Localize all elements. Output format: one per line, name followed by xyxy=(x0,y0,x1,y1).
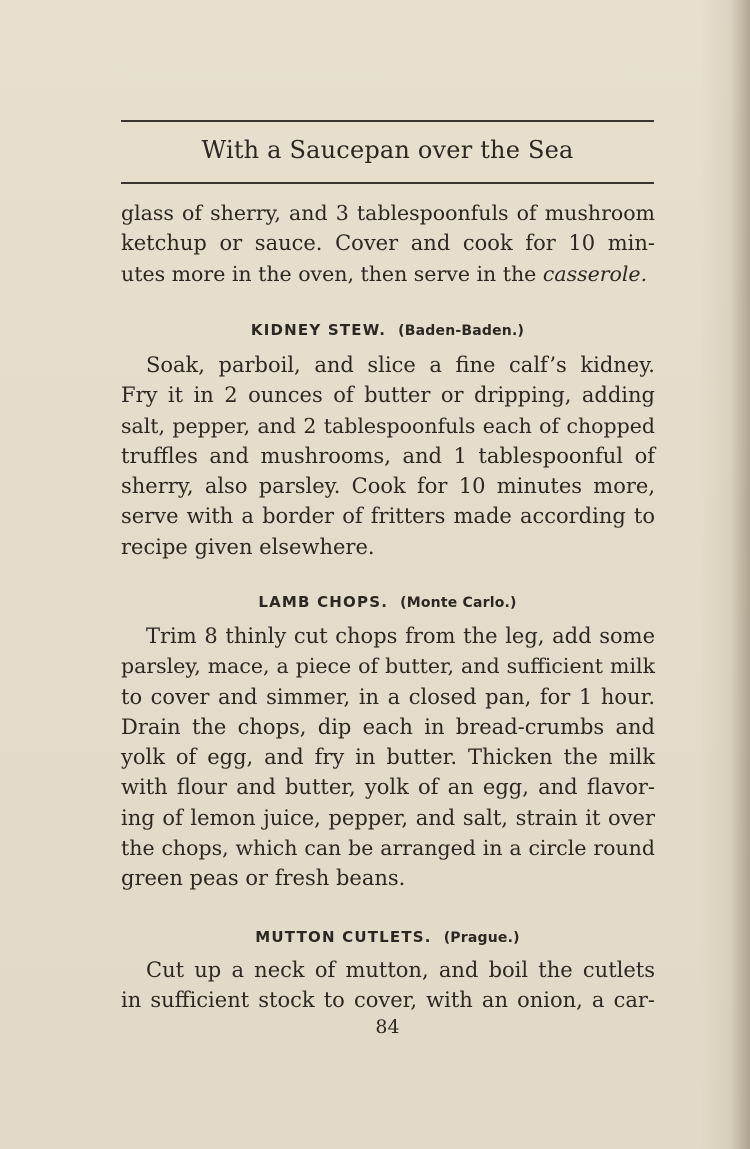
header-top-rule xyxy=(121,120,654,122)
text-line: in sufficient stock to cover, with an onion, a car- xyxy=(121,988,655,1013)
recipe-title: LAMB CHOPS. xyxy=(258,593,389,611)
page-number: 84 xyxy=(375,1016,400,1038)
text-line: glass of sherry, and 3 tablespoonfuls of mushroom xyxy=(121,201,655,225)
text-line: with flour and butter, yolk of an egg, and flavor- xyxy=(121,775,655,800)
italic-word: casserole. xyxy=(542,261,648,286)
recipe-place: (Baden-Baden.) xyxy=(398,323,525,339)
text-line xyxy=(121,259,655,289)
recipe-heading xyxy=(121,593,654,611)
recipe-place: (Monte Carlo.) xyxy=(400,595,517,611)
text-line: parsley, mace, a piece of butter, and sufficient milk xyxy=(121,654,655,679)
text-line: green peas or fresh beans. xyxy=(121,866,406,891)
intro-paragraph xyxy=(121,198,655,289)
text-line: Cut up a neck of mutton, and boil the cutlets xyxy=(146,958,655,982)
text-line: truffles and mushrooms, and 1 tablespoonful of xyxy=(121,443,655,468)
recipe-title: MUTTON CUTLETS. xyxy=(255,928,432,946)
recipe-paragraph xyxy=(121,621,655,894)
text-line: Trim 8 thinly cut chops from the leg, add some xyxy=(146,624,655,648)
text-line: Drain the chops, dip each in bread-crumbs and xyxy=(121,714,655,739)
text-line: ketchup or sauce. Cover and cook for 10 min- xyxy=(121,231,655,256)
text-line: salt, pepper, and 2 tablespoonfuls each of chopped xyxy=(121,413,655,438)
recipe-paragraph xyxy=(121,955,655,1016)
header-bottom-rule xyxy=(121,182,654,184)
text-line: ing of lemon juice, pepper, and salt, strain it over xyxy=(121,805,655,830)
recipe-paragraph xyxy=(121,350,655,562)
running-head: With a Saucepan over the Sea xyxy=(201,136,574,164)
text-line: the chops, which can be arranged in a circle round xyxy=(121,836,655,861)
text-line: yolk of egg, and fry in butter. Thicken the milk xyxy=(121,745,655,770)
recipe-heading xyxy=(121,321,654,339)
recipe-place: (Prague.) xyxy=(443,930,520,946)
text-line: Soak, parboil, and slice a fine calf’s kidney. xyxy=(146,353,655,377)
text-line: to cover and simmer, in a closed pan, for 1 hour. xyxy=(121,684,655,709)
recipe-title: KIDNEY STEW. xyxy=(250,321,387,339)
text-line: recipe given elsewhere. xyxy=(121,534,375,559)
text-line: Fry it in 2 ounces of butter or dripping, adding xyxy=(121,383,655,408)
text-line: serve with a border of fritters made according to xyxy=(121,504,655,529)
text-line: sherry, also parsley. Cook for 10 minutes more, xyxy=(121,474,655,499)
text-line-start: utes more in the oven, then serve in the xyxy=(121,261,537,286)
recipe-heading xyxy=(121,928,654,946)
